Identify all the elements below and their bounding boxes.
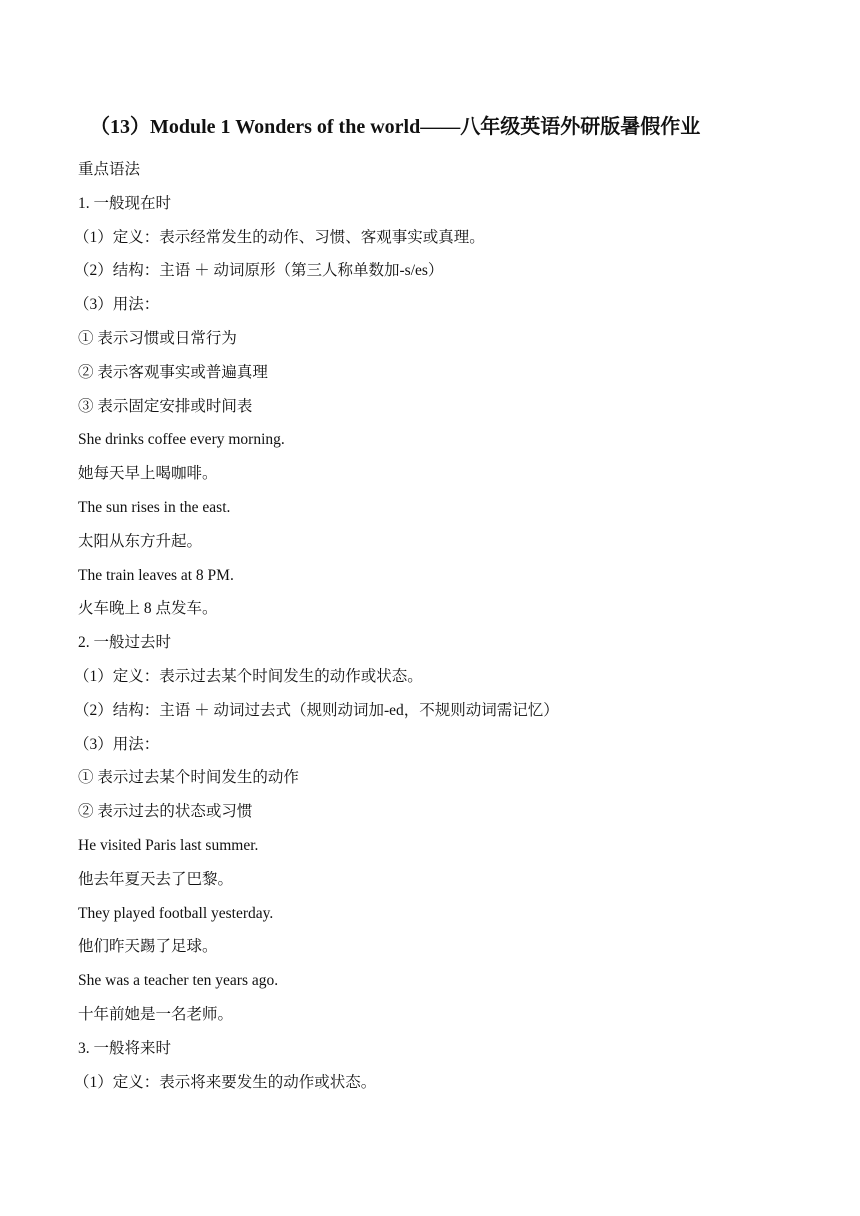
usage-line: （3）用法：: [74, 296, 160, 314]
usage-item: ① 表示过去某个时间发生的动作: [78, 769, 299, 787]
structure-line: （2）结构：主语 ＋ 动词原形（第三人称单数加-s/es）: [74, 262, 444, 280]
example-chinese: 她每天早上喝咖啡。: [78, 465, 218, 483]
grammar-heading: 3. 一般将来时: [78, 1039, 172, 1057]
example-chinese: 太阳从东方升起。: [78, 532, 203, 550]
usage-item: ① 表示习惯或日常行为: [78, 329, 237, 347]
grammar-heading: 2. 一般过去时: [78, 634, 172, 652]
definition-line: （1）定义：表示将来要发生的动作或状态。: [74, 1073, 377, 1091]
usage-item: ② 表示客观事实或普遍真理: [78, 363, 268, 381]
document-body: [74, 153, 798, 1099]
example-english: They played football yesterday.: [78, 904, 274, 922]
example-chinese: 他们昨天踢了足球。: [78, 938, 218, 956]
document-title: （13）Module 1 Wonders of the world——八年级英语外研版暑假作业: [90, 116, 701, 138]
example-chinese: 他去年夏天去了巴黎。: [78, 870, 234, 888]
example-english: The train leaves at 8 PM.: [78, 566, 234, 584]
usage-line: （3）用法：: [74, 735, 160, 753]
example-english: She drinks coffee every morning.: [78, 431, 285, 449]
structure-line: （2）结构：主语 ＋ 动词过去式（规则动词加-ed，不规则动词需记忆）: [74, 701, 559, 719]
usage-item: ③ 表示固定安排或时间表: [78, 397, 253, 415]
example-english: The sun rises in the east.: [78, 498, 231, 516]
definition-line: （1）定义：表示过去某个时间发生的动作或状态。: [74, 667, 423, 685]
example-english: She was a teacher ten years ago.: [78, 972, 279, 990]
example-english: He visited Paris last summer.: [78, 836, 259, 854]
grammar-heading: 1. 一般现在时: [78, 194, 172, 212]
example-chinese: 火车晚上 8 点发车。: [78, 600, 218, 618]
definition-line: （1）定义：表示经常发生的动作、习惯、客观事实或真理。: [74, 228, 485, 246]
section-heading: 重点语法: [78, 161, 141, 178]
example-chinese: 十年前她是一名老师。: [78, 1005, 234, 1023]
usage-item: ② 表示过去的状态或习惯: [78, 803, 253, 821]
